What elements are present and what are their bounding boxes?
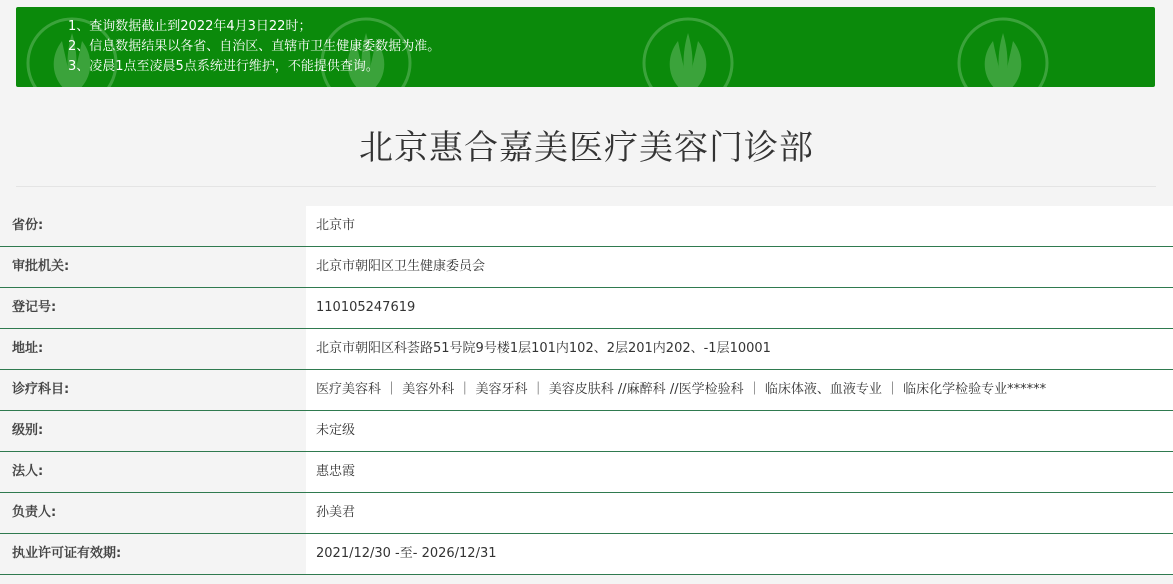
- page-title: 北京惠合嘉美医疗美容门诊部: [359, 128, 814, 168]
- info-row-province: [0, 206, 1173, 247]
- info-row-level: [0, 411, 1173, 452]
- field-value: 110105247619: [306, 288, 1173, 328]
- field-label: 地址:: [0, 329, 294, 369]
- field-label: 法人:: [0, 452, 294, 492]
- field-value: 2021/12/30 -至- 2026/12/31: [306, 534, 1173, 574]
- info-row-approval-authority: [0, 247, 1173, 288]
- info-row-departments: [0, 370, 1173, 411]
- field-label: 省份:: [0, 206, 294, 246]
- notice-line: 2、信息数据结果以各省、自治区、直辖市卫生健康委数据为准。: [68, 39, 441, 54]
- institution-info-table: [0, 206, 1173, 575]
- field-value: 医疗美容科 ｜ 美容外科 ｜ 美容牙科 ｜ 美容皮肤科 //麻醉科 //医学检验科 ｜ 临床体液、血液专业 ｜ 临床化学检验专业******: [306, 370, 1173, 410]
- field-value: 惠忠霞: [306, 452, 1173, 492]
- info-row-address: [0, 329, 1173, 370]
- info-row-legal-representative: [0, 452, 1173, 493]
- leaf-emblem-icon: [953, 13, 1053, 87]
- leaf-emblem-icon: [638, 13, 738, 87]
- field-value: 北京市朝阳区科荟路51号院9号楼1层101内102、2层201内202、-1层10001: [306, 329, 1173, 369]
- notice-line: 1、查询数据截止到2022年4月3日22时；: [68, 19, 312, 34]
- notice-banner: [16, 7, 1155, 87]
- info-row-person-in-charge: [0, 493, 1173, 534]
- info-row-registration-number: [0, 288, 1173, 329]
- field-label: 执业许可证有效期:: [0, 534, 294, 574]
- field-label: 负责人:: [0, 493, 294, 533]
- field-label: 诊疗科目:: [0, 370, 294, 410]
- field-label: 审批机关:: [0, 247, 294, 287]
- field-label: 登记号:: [0, 288, 294, 328]
- field-value: 未定级: [306, 411, 1173, 451]
- field-value: 北京市: [306, 206, 1173, 246]
- field-value: 北京市朝阳区卫生健康委员会: [306, 247, 1173, 287]
- notice-line: 3、凌晨1点至凌晨5点系统进行维护，不能提供查询。: [68, 59, 379, 74]
- field-value: 孙美君: [306, 493, 1173, 533]
- info-row-license-validity: [0, 534, 1173, 575]
- field-label: 级别:: [0, 411, 294, 451]
- notice-list: [68, 17, 440, 77]
- title-divider: [16, 186, 1156, 187]
